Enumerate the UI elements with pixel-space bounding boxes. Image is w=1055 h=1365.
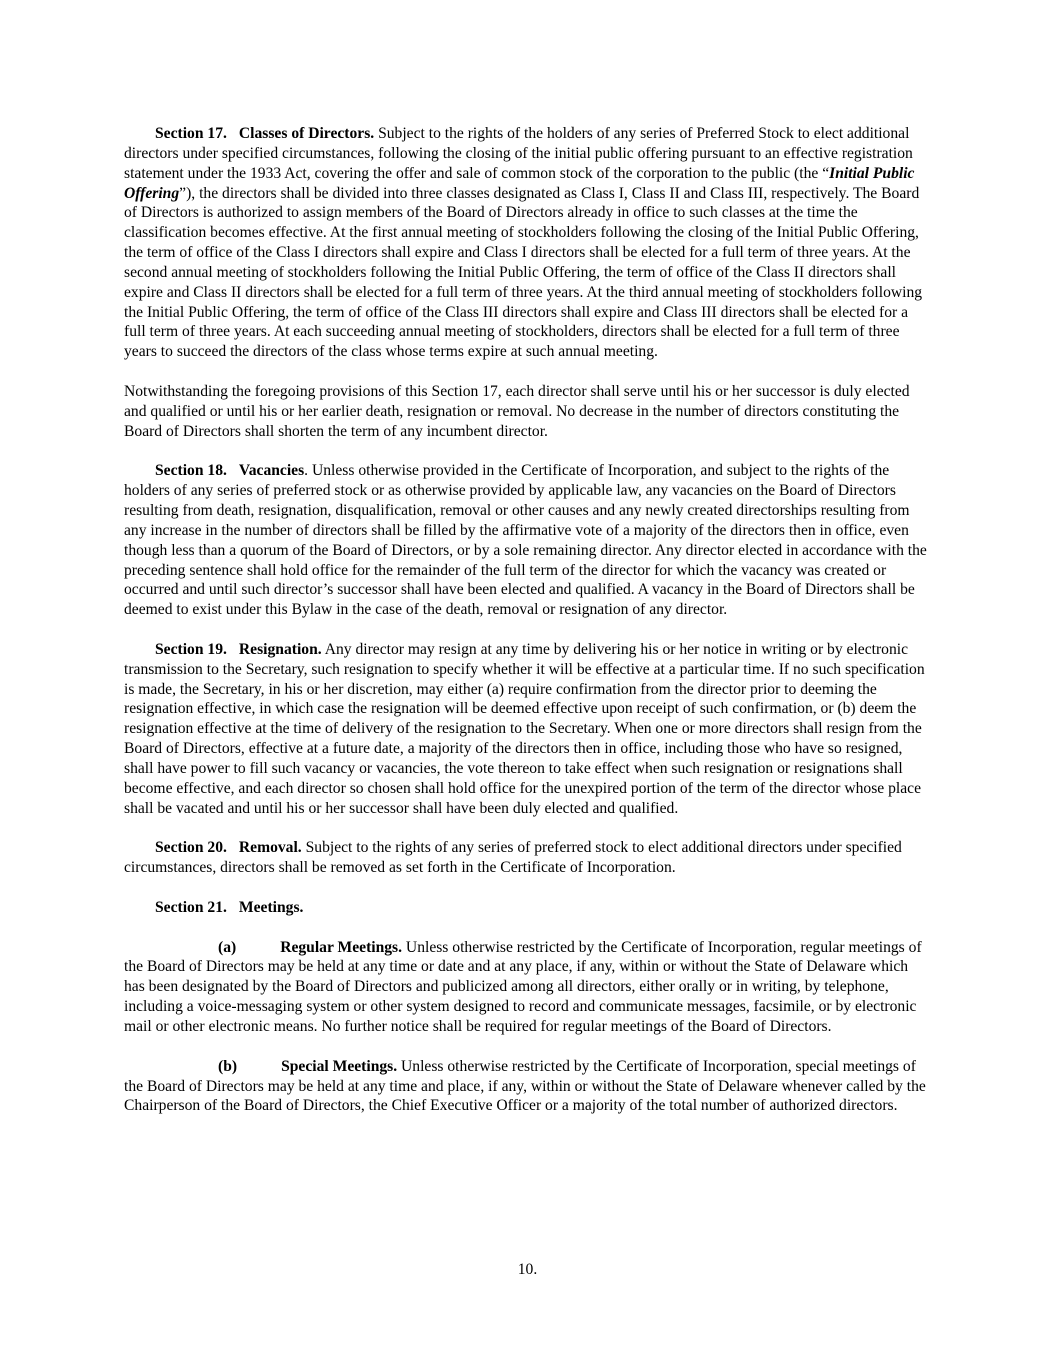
section-17-defined-term: Initial Public Offering	[124, 164, 915, 202]
section-18-number: Section 18.	[155, 462, 227, 480]
section-21-b-paragraph	[124, 1057, 932, 1117]
section-21-title: Meetings.	[238, 898, 304, 916]
section-18-title: Vacancies	[238, 462, 305, 480]
section-21-b-title: Special Meetings.	[281, 1057, 398, 1075]
document-body	[124, 124, 932, 1136]
section-21-b-text: Unless otherwise restricted by the Certificate of Incorporation, special meetings of the Board of Directors may be held at any time and place, if any, within or without the State of Delaware whenever called by the Chairperson of the Board of Directors, the Chief Executive Officer or a majority of the total number of authorized directors.	[124, 1057, 926, 1115]
section-21-a-text: Unless otherwise restricted by the Certificate of Incorporation, regular meetings of the Board of Directors may be held at any time or date and at any place, if any, within or without the State of Delaware which has been designated by the Board of Directors and publicized among all directors, either orally or in writing, by telephone, including a voice-messaging system or other system designed to record and communicate messages, facsimile, or by electronic mail or other electronic means. No further notice shall be required for regular meetings of the Board of Directors.	[124, 938, 922, 1035]
section-18-paragraph	[124, 461, 932, 620]
section-17-paragraph-2: Notwithstanding the foregoing provisions of this Section 17, each director shall serve until his or her successor is duly elected and qualified or until his or her earlier death, resignation or removal. No decrease in the number of directors constituting the Board of Directors shall shorten the term of any incumbent director.	[124, 382, 910, 440]
section-21-a-title: Regular Meetings.	[280, 938, 403, 956]
section-21-heading	[124, 898, 932, 918]
section-21-b-label: (b)	[218, 1057, 238, 1075]
section-19-title: Resignation.	[238, 640, 322, 658]
section-19-paragraph	[124, 640, 932, 819]
section-21-a-paragraph	[124, 938, 932, 1037]
section-21-a-label: (a)	[218, 938, 237, 956]
section-19-number: Section 19.	[155, 640, 227, 658]
section-20-paragraph	[124, 838, 932, 878]
page-number: 10.	[517, 1261, 538, 1278]
section-17-number: Section 17.	[155, 125, 227, 142]
section-18-text: . Unless otherwise provided in the Certificate of Incorporation, and subject to the rights of the holders of any series of preferred stock or as otherwise provided by applicable law, any vacancies on the Board of Directors resulting from death, resignation, disqualification, removal or other causes and any newly created directorships resulting from any increase in the number of directors shall be filled by the affirmative vote of a majority of the directors then in office, even though less than a quorum of the Board of Directors, or by a sole remaining director. Any director elected in accordance with the preceding sentence shall hold office for the remainder of the full term of the director for which the vacancy was created or occurred and until such director’s successor shall have been elected and qualified. A vacancy in the Board of Directors shall be deemed to exist under this Bylaw in the case of the death, removal or resignation of any director.	[124, 462, 927, 619]
section-17-title: Classes of Directors.	[238, 125, 375, 142]
section-19-text: Any director may resign at any time by delivering his or her notice in writing or by electronic transmission to the Secretary, such resignation to specify whether it will be effective at a particular time. If no such specification is made, the Secretary, in his or her discretion, may either (a) require confirmation from the director prior to deeming the resignation effective, in which case the resignation will be deemed effective upon receipt of such confirmation, or (b) deem the resignation effective at the time of delivery of the resignation to the Secretary. When one or more directors shall resign from the Board of Directors, effective at a future date, a majority of the directors then in office, including those who have so resigned, shall have power to fill such vacancy or vacancies, the vote thereon to take effect when such resignation or resignations shall become effective, and each director so chosen shall hold office for the unexpired portion of the term of the director whose place shall be vacated and until his or her successor shall have been duly elected and qualified.	[124, 640, 925, 817]
section-17-paragraph	[124, 124, 932, 362]
section-17-text-a: Subject to the rights of the holders of any series of Preferred Stock to elect additional directors under specified circumstances, following the closing of the initial public offering pursuant to an effective registration statement under the 1933 Act, covering the offer and sale of common stock of the corporation to the public (the “	[124, 125, 913, 182]
section-20-text: Subject to the rights of any series of preferred stock to elect additional directors under specified circumstances, directors shall be removed as set forth in the Certificate of Incorporation.	[124, 839, 902, 877]
section-21-number: Section 21.	[155, 898, 227, 916]
section-20-number: Section 20.	[155, 839, 227, 857]
section-20-title: Removal.	[238, 839, 302, 857]
section-17-text-b: ”), the directors shall be divided into three classes designated as Class I, Class II and Class III, respectively. The Board of Directors is authorized to assign members of the Board of Directors already in office to such classes at the time the classification becomes effective. At the first annual meeting of stockholders following the closing of the Initial Public Offering, the term of office of the Class I directors shall expire and Class I directors shall be elected for a full term of three years. At the second annual meeting of stockholders following the Initial Public Offering, the term of office of the Class II directors shall expire and Class II directors shall be elected for a full term of three years. At the third annual meeting of stockholders following the Initial Public Offering, the term of office of the Class III directors shall expire and Class III directors shall be elected for a full term of three years. At each succeeding annual meeting of stockholders, directors shall be elected for a full term of three years to succeed the directors of the class whose terms expire at such annual meeting.	[124, 184, 923, 361]
